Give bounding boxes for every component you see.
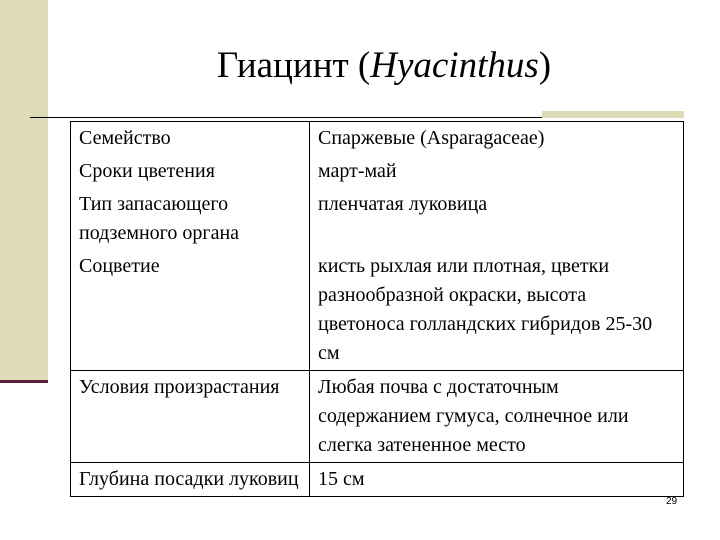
row-value: 15 см bbox=[310, 463, 684, 497]
table-row bbox=[71, 463, 684, 497]
row-key: Сроки цветения bbox=[79, 160, 215, 182]
row-key: Глубина посадки луковиц bbox=[71, 463, 310, 497]
slide-title bbox=[48, 44, 720, 87]
row-key: Тип запасающего подземного органа bbox=[79, 193, 240, 244]
table-row bbox=[71, 188, 684, 250]
row-value: кисть рыхлая или плотная, цветки разнообразной окраски, высота цветоноса голландских гибридов 25-30 см bbox=[310, 250, 684, 371]
title-divider bbox=[30, 117, 542, 118]
row-key: Условия произрастания bbox=[71, 371, 310, 463]
row-value: март-май bbox=[310, 155, 684, 188]
title-accent-block bbox=[542, 111, 684, 118]
title-main: Гиацинт ( bbox=[216, 45, 371, 86]
title-latin: Hyacinthus bbox=[370, 45, 539, 86]
side-accent-line bbox=[0, 380, 48, 383]
row-key: Семейство bbox=[79, 127, 171, 149]
info-table bbox=[70, 121, 684, 497]
table-row bbox=[71, 250, 684, 371]
side-accent-bar bbox=[0, 0, 48, 382]
title-end: ) bbox=[538, 45, 552, 86]
row-value: Любая почва с достаточным содержанием гумуса, солнечное или слегка затененное место bbox=[310, 371, 684, 463]
row-value: Спаржевые (Asparagaceae) bbox=[310, 122, 684, 156]
table-row bbox=[71, 122, 684, 156]
slide-number: 29 bbox=[666, 496, 678, 507]
table-row bbox=[71, 155, 684, 188]
row-value: пленчатая луковица bbox=[310, 188, 684, 250]
table-row bbox=[71, 371, 684, 463]
row-key: Соцветие bbox=[79, 255, 160, 277]
